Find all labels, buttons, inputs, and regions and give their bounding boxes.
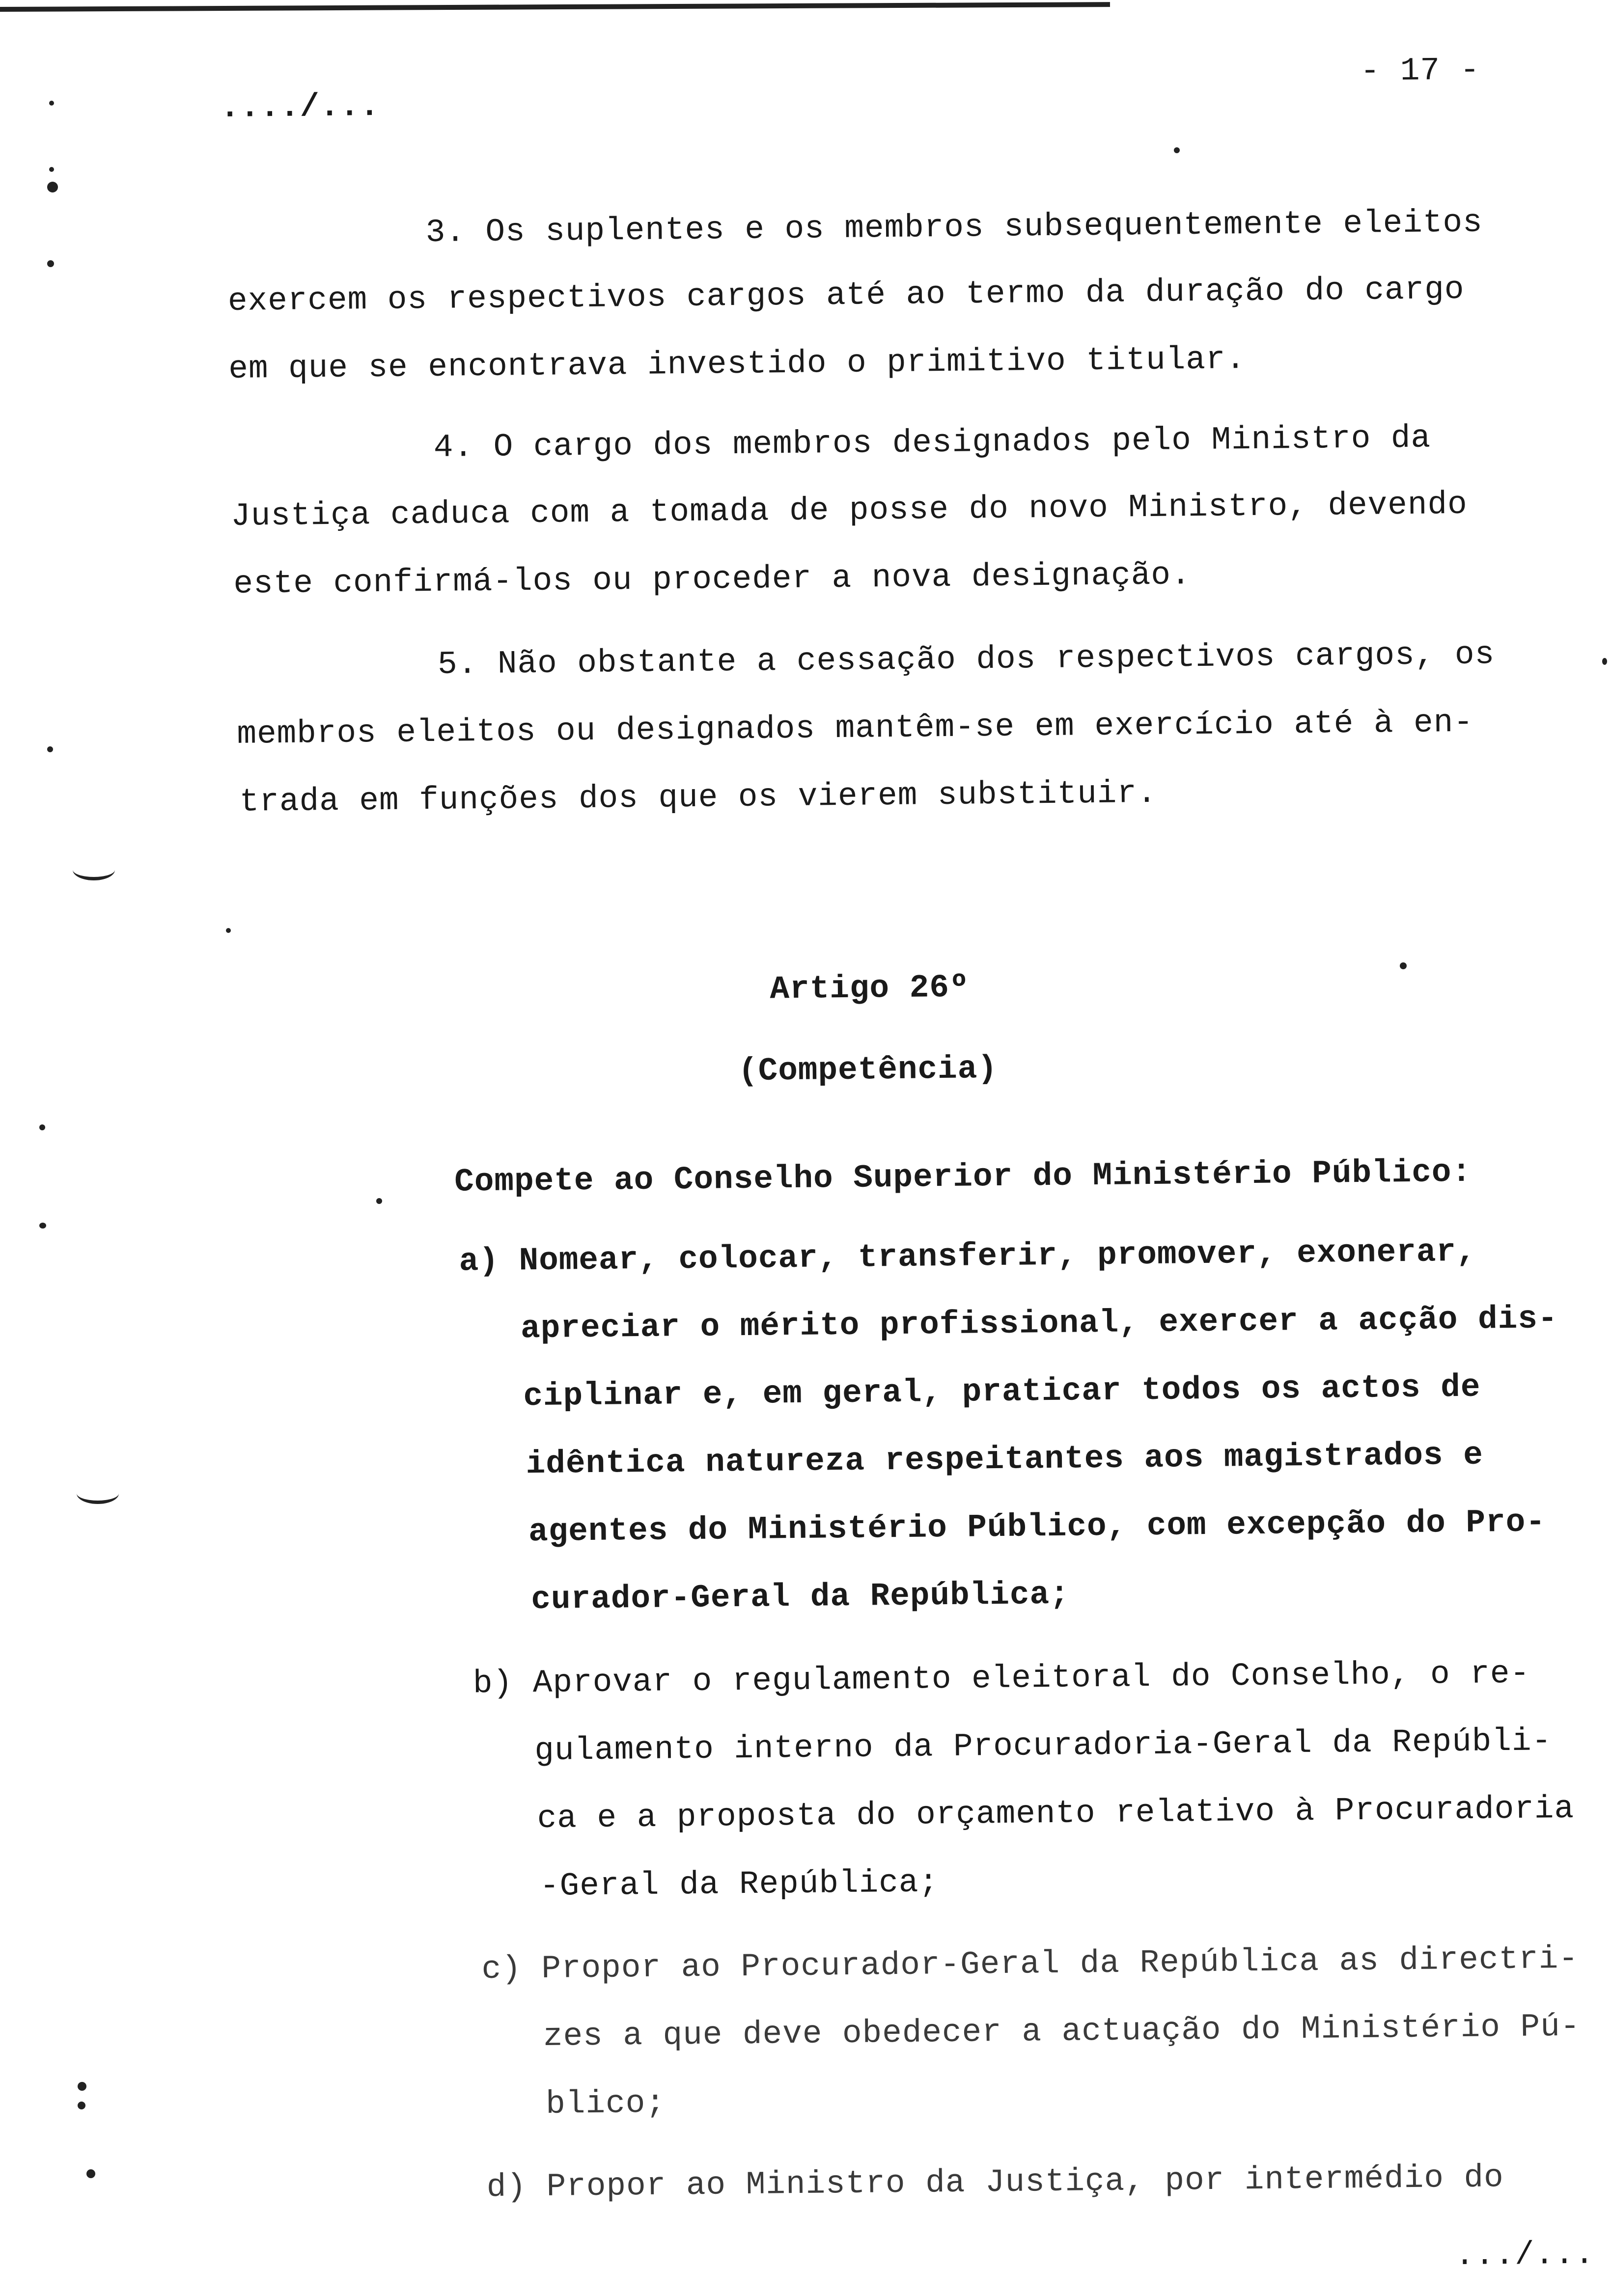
scan-speck	[39, 1124, 45, 1130]
article-subheading: (Competência)	[738, 1050, 998, 1090]
scan-binding-mark	[73, 859, 115, 880]
paragraph-3-line-1: 3. Os suplentes e os membros subsequentemente eleitos	[425, 204, 1483, 251]
paragraph-4-line-1: 4. O cargo dos membros designados pelo Ministro da	[433, 419, 1431, 466]
scan-speck	[1602, 658, 1607, 665]
scan-speck	[1174, 147, 1180, 153]
paragraph-4-line-3: este confirmá-los ou proceder a nova designação.	[233, 556, 1191, 602]
paragraph-5-line-1: 5. Não obstante a cessação dos respectivos cargos, os	[437, 636, 1495, 683]
scan-speck	[47, 182, 58, 192]
item-a-line-4: idêntica natureza respeitantes aos magistrados e	[526, 1436, 1484, 1483]
item-b-line-3: ca e a proposta do orçamento relativo à Procuradoria	[537, 1790, 1575, 1837]
continuation-marker-bottom: .../...	[1454, 2236, 1595, 2274]
item-a-line-5: agentes do Ministério Público, com excepção do Pro-	[528, 1503, 1546, 1551]
item-a-line-6: curador-Geral da República;	[531, 1576, 1070, 1618]
item-c-line-2: zes a que deve obedecer a actuação do Ministério Pú-	[543, 2008, 1581, 2055]
paragraph-5-line-3: trada em funções dos que os vierem substituir.	[239, 774, 1157, 820]
paragraph-3-line-3: em que se encontrava investido o primitivo titular.	[228, 341, 1246, 387]
item-a-line-3: ciplinar e, em geral, praticar todos os actos de	[523, 1368, 1481, 1415]
scan-speck	[78, 2102, 85, 2109]
item-d-line-1: d) Propor ao Ministro da Justiça, por intermédio do	[486, 2159, 1504, 2206]
item-a-line-1: a) Nomear, colocar, transferir, promover, exonerar,	[459, 1233, 1476, 1280]
page-number: - 17 -	[1360, 52, 1480, 90]
scan-speck	[47, 746, 53, 752]
item-c-line-1: c) Propor ao Procurador-Geral da República as directri-	[481, 1940, 1579, 1988]
item-b-line-2: gulamento interno da Procuradoria-Geral da Repúbli-	[534, 1722, 1552, 1770]
paragraph-5-line-2: membros eleitos ou designados mantêm-se em exercício até à en-	[237, 704, 1474, 753]
scan-speck	[376, 1198, 382, 1204]
scan-binding-mark	[77, 1483, 119, 1504]
item-b-line-4: -Geral da República;	[539, 1864, 939, 1905]
paragraph-4-line-2: Justiça caduca com a tomada de posse do novo Ministro, devendo	[230, 486, 1468, 535]
item-c-line-3: blico;	[545, 2084, 666, 2123]
scan-speck	[226, 928, 231, 933]
article-intro: Compete ao Conselho Superior do Ministério Público:	[454, 1153, 1472, 1201]
scan-speck	[86, 2169, 95, 2178]
item-b-line-1: b) Aprovar o regulamento eleitoral do Conselho, o re-	[472, 1655, 1530, 1702]
article-heading: Artigo 26º	[770, 969, 970, 1008]
scan-speck	[39, 1223, 46, 1229]
continuation-marker-top: ..../...	[220, 87, 380, 127]
scan-speck	[49, 167, 54, 172]
scan-speck	[78, 2082, 86, 2091]
item-a-line-2: apreciar o mérito profissional, exercer a acção dis-	[520, 1300, 1558, 1347]
scan-speck	[1400, 962, 1407, 969]
paragraph-3-line-2: exercem os respectivos cargos até ao termo da duração do cargo	[227, 271, 1465, 320]
scan-speck	[49, 101, 54, 106]
scan-speck	[47, 260, 54, 267]
